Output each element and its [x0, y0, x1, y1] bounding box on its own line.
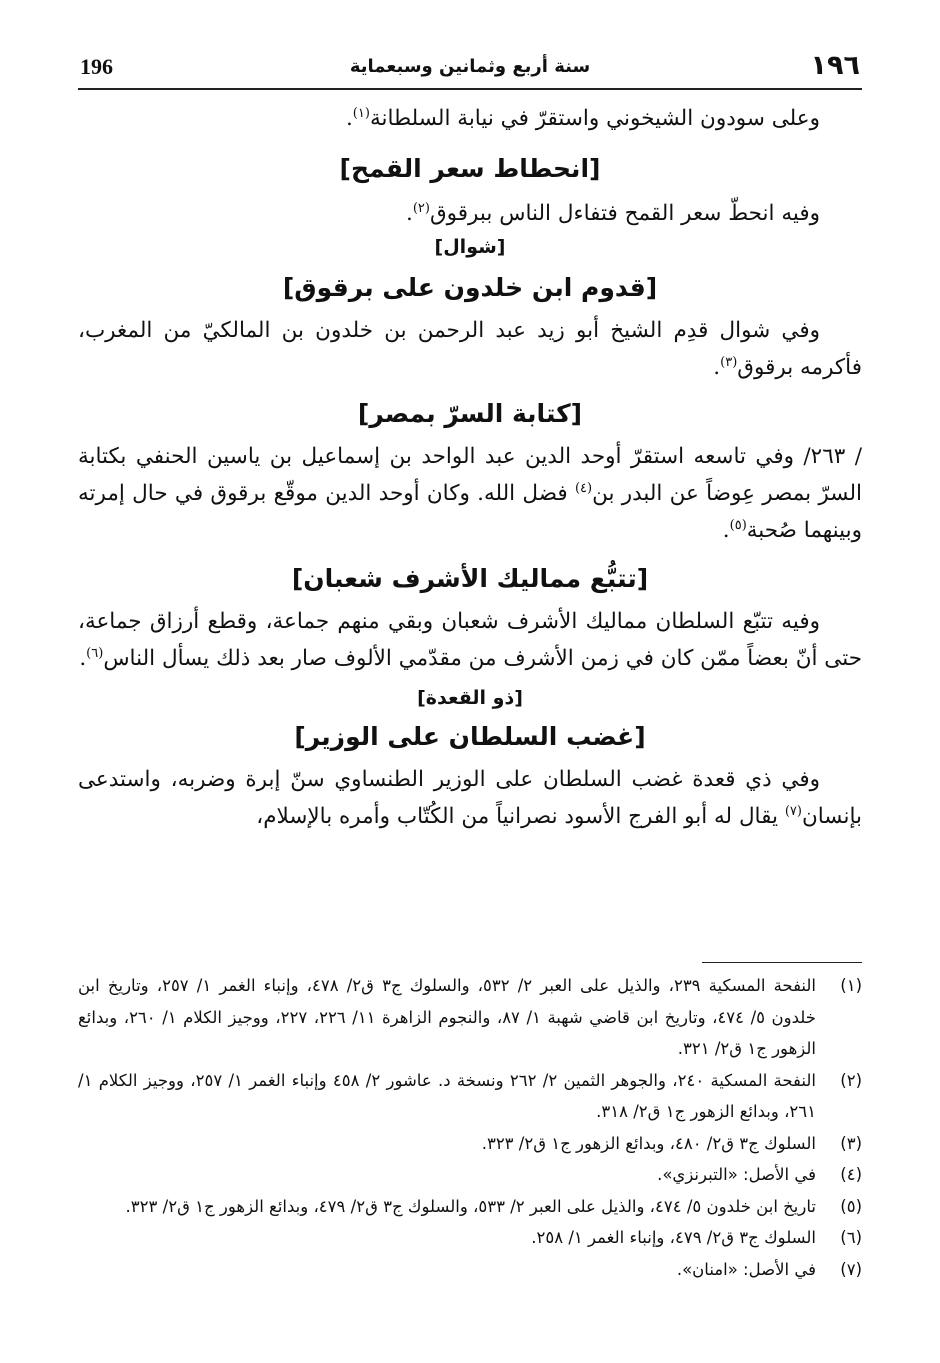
footnote-3	[78, 1128, 862, 1160]
footnote-ref[interactable]: (٦)	[86, 645, 104, 661]
footnote-number: (٥)	[840, 1196, 862, 1216]
footnote-text: السلوك ج٣ ق٢/ ٤٨٠، وبدائع الزهور ج١ ق٢/ ٣٢٣.	[481, 1133, 816, 1153]
section-heading-vizier: [غضب السلطان على الوزير]	[294, 722, 646, 751]
footnote-1	[78, 970, 862, 1065]
punctuation: .	[345, 106, 353, 131]
section-heading-chancery: [كتابة السرّ بمصر]	[357, 399, 583, 428]
paragraph-4	[78, 438, 862, 549]
punctuation: .	[722, 518, 730, 543]
footnotes	[78, 970, 862, 1285]
footnote-4	[78, 1159, 862, 1191]
paragraph-text: وفيه تتبّع السلطان مماليك الأشرف شعبان وبقي منهم جماعة، وقطع أرزاق جماعة، حتى أنّ بعضاً ممّن كان في زمن الأشرف من مقدّمي الألوف صار بعد ذلك يسأل الناس	[78, 609, 862, 671]
paragraph-text: / ٢٦٣/ وفي تاسعه استقرّ أوحد الدين عبد الواحد بن إسماعيل بن ياسين الحنفي بكتابة السرّ بمصر عِوضاً عن البدر بن	[78, 444, 862, 506]
paragraph-5	[78, 603, 862, 677]
punctuation: .	[79, 646, 87, 671]
footnote-ref[interactable]: (٥)	[729, 517, 747, 533]
footnote-text: تاريخ ابن خلدون ٥/ ٤٧٤، والذيل على العبر ٢/ ٥٣٣، والسلوك ج٣ ق٢/ ٤٧٩، وبدائع الزهور ج١ ق٢/ ٣٢٣.	[125, 1196, 816, 1216]
paragraph-1	[78, 100, 862, 137]
paragraph-text: وفيه انحطّ سعر القمح فتفاءل الناس ببرقوق	[429, 201, 820, 226]
punctuation: .	[713, 355, 721, 380]
punctuation: .	[406, 201, 413, 226]
footnote-number: (٧)	[840, 1259, 862, 1279]
footnote-ref[interactable]: (٧)	[784, 803, 802, 819]
section-heading-ibn-khaldun: [قدوم ابن خلدون على برقوق]	[282, 273, 658, 302]
section-heading-wheat-price: [انحطاط سعر القمح]	[339, 154, 601, 183]
paragraph-6	[78, 761, 862, 835]
footnote-text: السلوك ج٣ ق٢/ ٤٧٩، وإنباء الغمر ١/ ٢٥٨.	[531, 1228, 816, 1247]
paragraph-text: يقال له أبو الفرج الأسود نصرانياً من الكُتّاب وأمره بالإسلام،	[256, 804, 785, 829]
footnote-6	[78, 1222, 862, 1254]
footnote-ref[interactable]: (٣)	[720, 354, 738, 370]
page-header	[78, 50, 862, 90]
month-heading-dhul-qaada: [ذو القعدة]	[417, 687, 523, 709]
footnote-text: النفحة المسكية ٢٣٩، والذيل على العبر ٢/ ٥٣٢، والسلوك ج٣ ق٢/ ٤٧٨، وإنباء الغمر ١/ ٢٥٧، وتاريخ ابن خلدون ٥/ ٤٧٤، وتاريخ ابن قاضي شهبة ١/ ٨٧، والنجوم الزاهرة ١١/ ٢٢٦، ٢٢٧، ووجيز الكلام ١/ ٢٦٠، وبدائع الزهور ج١ ق٢/ ٣٢١.	[78, 976, 817, 1058]
footnote-number: (٢)	[840, 1070, 862, 1090]
page-number-arabic: ١٩٦	[810, 50, 860, 81]
footnote-text: النفحة المسكية ٢٤٠، والجوهر الثمين ٢/ ٢٦٢ ونسخة د. عاشور ٢/ ٤٥٨ وإنباء الغمر ١/ ٢٥٧، ووجيز الكلام ١/ ٢٦١، وبدائع الزهور ج١ ق٢/ ٣١٨.	[78, 1070, 816, 1121]
book-page	[78, 50, 862, 1340]
footnote-2	[78, 1065, 862, 1128]
footnote-ref[interactable]: (٤)	[574, 480, 593, 496]
footnote-ref[interactable]: (١)	[352, 105, 370, 121]
section-heading-mamluks: [تتبُّع مماليك الأشرف شعبان]	[291, 564, 649, 593]
footnote-number: (٦)	[840, 1228, 862, 1247]
footnote-number: (١)	[840, 976, 862, 995]
month-heading-shawwal: [شوال]	[434, 236, 506, 258]
running-title: سنة أربع وثمانين وسبعماية	[349, 56, 591, 77]
paragraph-text: فضل الله. وكان أوحد الدين موقّع برقوق في حال إمرته وبينهما صُحبة	[78, 481, 862, 543]
paragraph-2	[78, 195, 862, 232]
paragraph-text: وفي ذي قعدة غضب السلطان على الوزير الطنساوي سنّ إبرة وضربه، واستدعى بإنسان	[78, 767, 862, 829]
footnote-5	[78, 1191, 862, 1223]
paragraph-text: وفي شوال قدِم الشيخ أبو زيد عبد الرحمن بن خلدون بن المالكيّ من المغرب، فأكرمه برقوق	[78, 318, 862, 380]
main-text	[78, 100, 862, 835]
footnote-number: (٣)	[840, 1133, 862, 1153]
footnote-number: (٤)	[840, 1165, 862, 1184]
footnote-text: في الأصل: «التبرنزي».	[657, 1165, 816, 1184]
footnote-ref[interactable]: (٢)	[412, 200, 430, 216]
page-number-latin: 196	[80, 54, 113, 79]
footnote-divider	[702, 962, 862, 963]
footnote-7	[78, 1254, 862, 1286]
paragraph-3	[78, 312, 862, 386]
footnote-text: في الأصل: «امنان».	[676, 1259, 816, 1279]
paragraph-text: وعلى سودون الشيخوني واستقرّ في نيابة السلطانة	[369, 106, 820, 131]
